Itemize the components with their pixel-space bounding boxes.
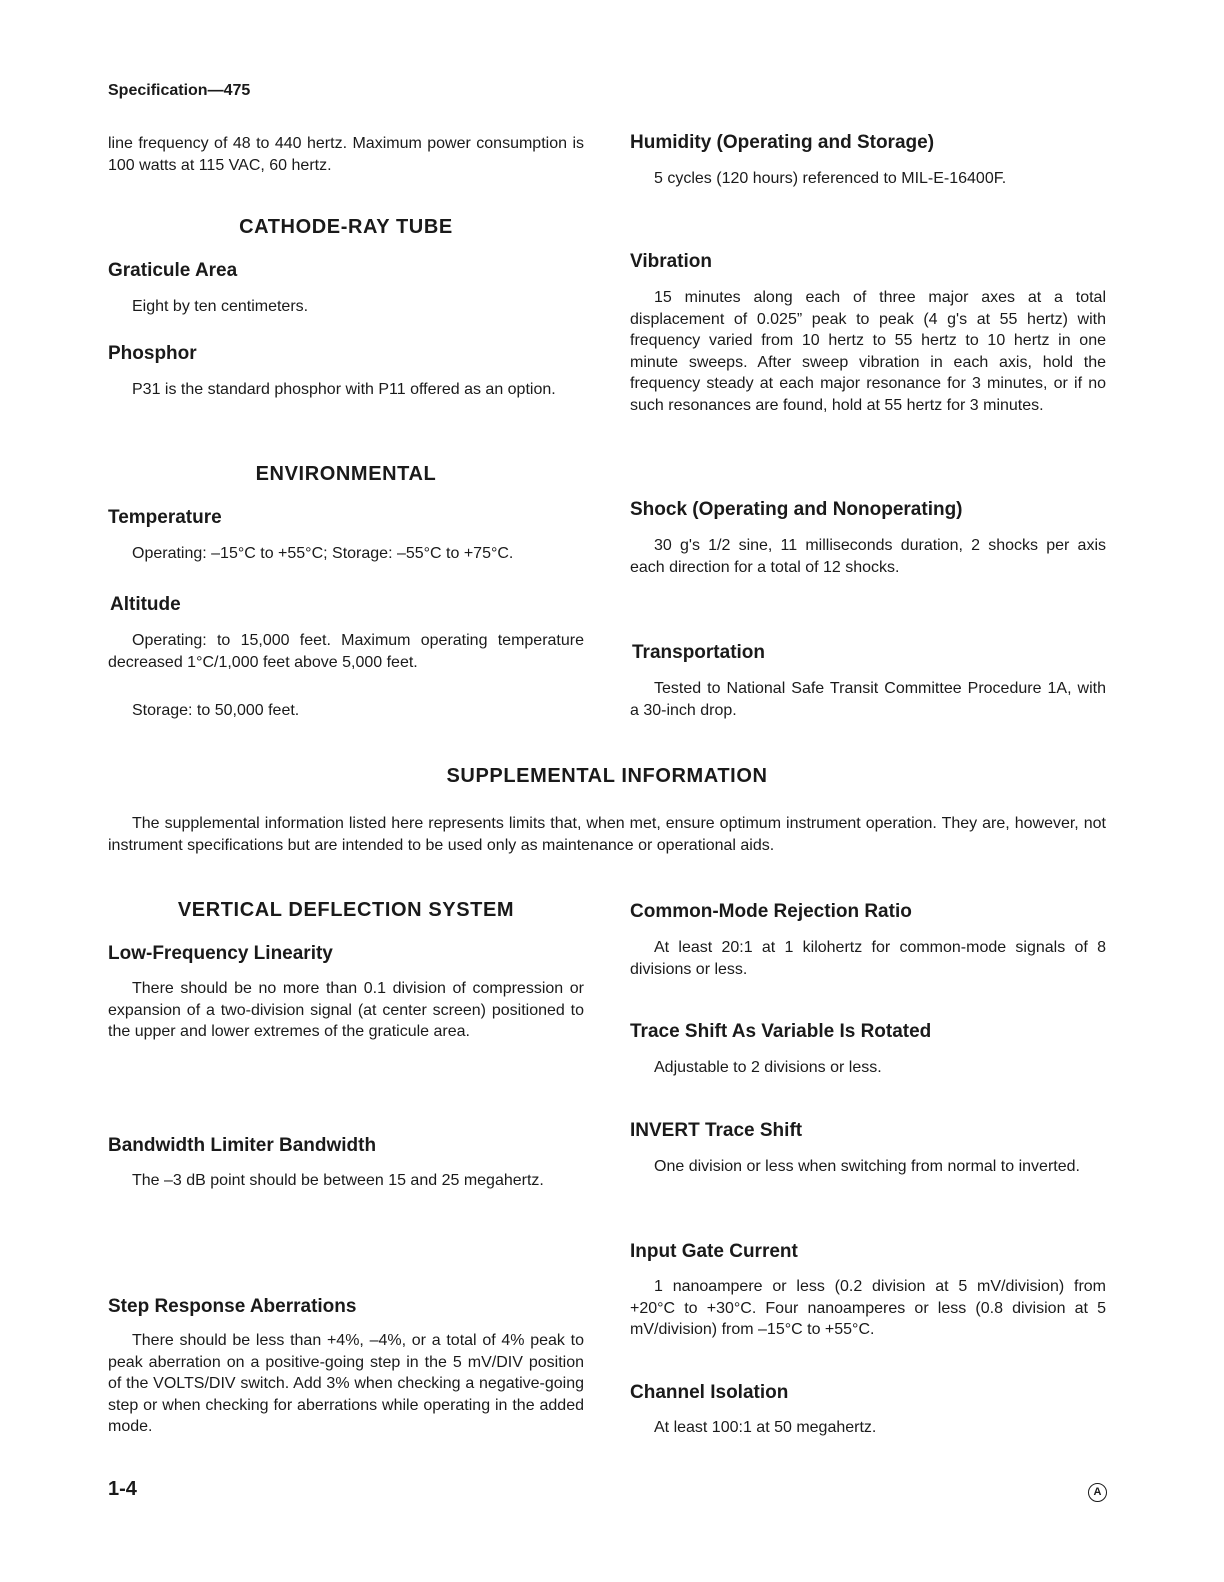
trace-shift-text: Adjustable to 2 divisions or less.	[654, 1059, 882, 1076]
page-number: 1-4	[108, 1478, 137, 1500]
graticule-heading: Graticule Area	[108, 260, 238, 281]
input-gate-heading: Input Gate Current	[630, 1241, 798, 1262]
supplemental-text: The supplemental information listed here represents limits that, when met, ensure optimum instrument operation. They are, however, not instrument specifications but are intended to be used only as maintenance or operational aids.	[108, 815, 1106, 854]
shock-heading: Shock (Operating and Nonoperating)	[630, 499, 963, 520]
cmrr-heading: Common-Mode Rejection Ratio	[630, 901, 912, 922]
environmental-heading: ENVIRONMENTAL	[255, 463, 437, 485]
crt-heading: CATHODE-RAY TUBE	[239, 216, 453, 238]
humidity-text: 5 cycles (120 hours) referenced to MIL-E-16400F.	[654, 170, 1007, 187]
temperature-text: Operating: –15°C to +55°C; Storage: –55°C to +75°C.	[132, 545, 514, 562]
altitude-text-1: Operating: to 15,000 feet. Maximum operating temperature decreased 1°C/1,000 feet above 5,000 feet.	[108, 632, 584, 671]
humidity-heading: Humidity (Operating and Storage)	[630, 132, 935, 153]
cmrr-text: At least 20:1 at 1 kilohertz for common-mode signals of 8 divisions or less.	[630, 939, 1106, 978]
bw-limiter-heading: Bandwidth Limiter Bandwidth	[108, 1135, 377, 1156]
vibration-heading: Vibration	[630, 251, 712, 272]
graticule-text: Eight by ten centimeters.	[132, 298, 309, 315]
bw-limiter-text: The –3 dB point should be between 15 and 25 megahertz.	[132, 1172, 544, 1189]
vertical-deflection-heading: VERTICAL DEFLECTION SYSTEM	[177, 899, 515, 921]
channel-isolation-heading: Channel Isolation	[630, 1382, 789, 1403]
channel-isolation-text: At least 100:1 at 50 megahertz.	[654, 1419, 877, 1436]
invert-trace-heading: INVERT Trace Shift	[630, 1120, 803, 1141]
revision-mark: A	[1088, 1483, 1107, 1502]
trace-shift-heading: Trace Shift As Variable Is Rotated	[630, 1021, 932, 1042]
lf-linearity-text: There should be no more than 0.1 division of compression or expansion of a two-division signal (at center screen) positioned to the upper and lower extremes of the graticule area.	[108, 980, 584, 1040]
running-head: Specification—475	[108, 82, 251, 99]
phosphor-text: P31 is the standard phosphor with P11 offered as an option.	[132, 381, 556, 398]
altitude-text-2: Storage: to 50,000 feet.	[132, 702, 300, 719]
phosphor-heading: Phosphor	[108, 343, 197, 364]
step-response-heading: Step Response Aberrations	[108, 1296, 357, 1317]
intro-paragraph: line frequency of 48 to 440 hertz. Maximum power consumption is 100 watts at 115 VAC, 60 hertz.	[108, 135, 584, 174]
shock-text: 30 g's 1/2 sine, 11 milliseconds duration, 2 shocks per axis each direction for a total of 12 shocks.	[630, 537, 1106, 576]
lf-linearity-heading: Low-Frequency Linearity	[108, 943, 333, 964]
transportation-text: Tested to National Safe Transit Committee Procedure 1A, with a 30-inch drop.	[630, 680, 1106, 719]
altitude-heading: Altitude	[110, 594, 181, 615]
invert-trace-text: One division or less when switching from normal to inverted.	[654, 1158, 1080, 1175]
temperature-heading: Temperature	[108, 507, 222, 528]
transportation-heading: Transportation	[632, 642, 766, 663]
step-response-text: There should be less than +4%, –4%, or a total of 4% peak to peak aberration on a positive-going step in the 5 mV/DIV position of the VOLTS/DIV switch. Add 3% when checking a negative-going step or when checking for aberrations while operating in the added mode.	[108, 1332, 584, 1435]
vibration-text: 15 minutes along each of three major axes at a total displacement of 0.025” peak to peak (4 g's at 55 hertz) with frequency varied from 10 hertz to 55 hertz to 10 hertz in one minute sweeps. After sweep vibration in each axis, hold the frequency steady at each major resonance for 3 minutes, or if no such resonances are found, hold at 55 hertz for 3 minutes.	[630, 289, 1106, 414]
input-gate-text: 1 nanoampere or less (0.2 division at 5 mV/division) from +20°C to +30°C. Four nanoamperes or less (0.8 division at 5 mV/division) from –15°C to +55°C.	[630, 1278, 1106, 1338]
supplemental-heading: SUPPLEMENTAL INFORMATION	[446, 765, 768, 787]
